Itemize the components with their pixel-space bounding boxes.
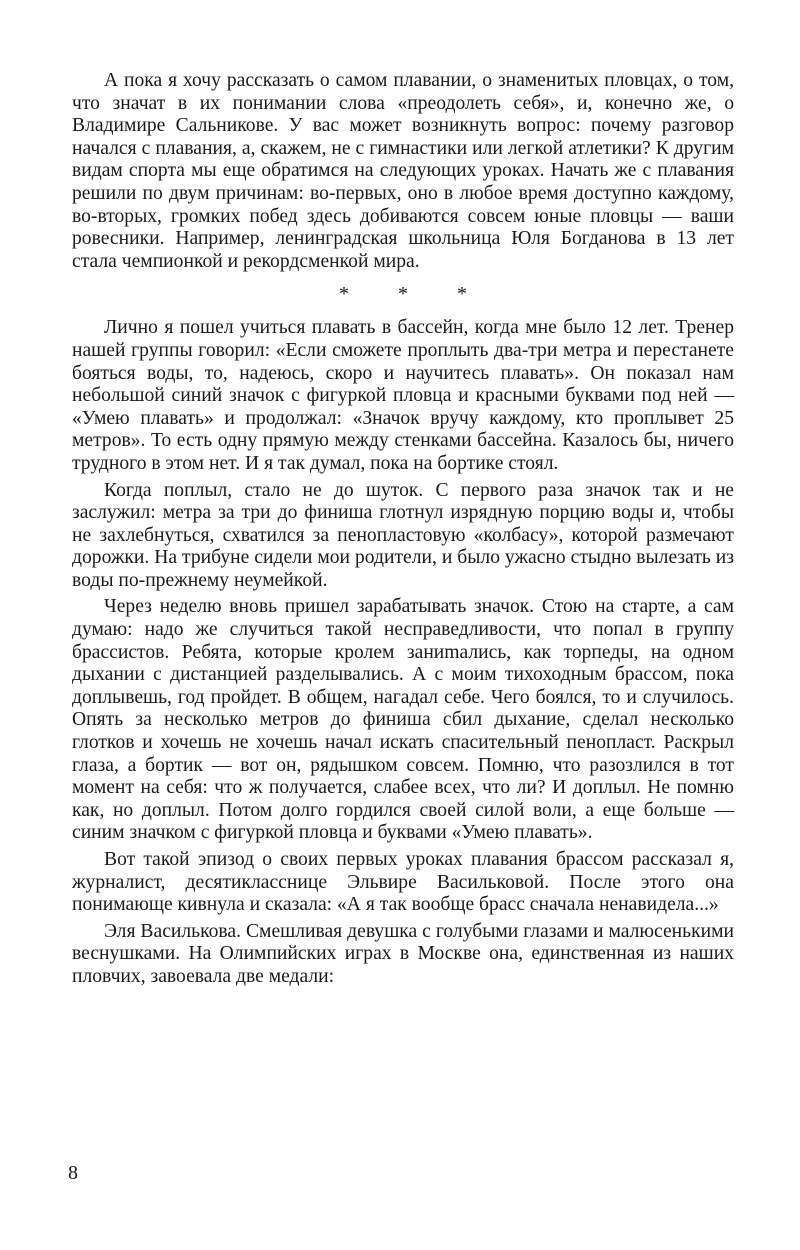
page-body	[72, 70, 734, 989]
page-number: 8	[68, 1162, 78, 1184]
paragraph-intro: А пока я хочу рассказать о самом плавании, о знаменитых пловцах, о том, что значат в их понимании слова «преодолеть себя», и, конечно же, о Владимире Сальникове. У вас может возникнуть вопрос: почему разговор начался с плавания, а, скажем, не с гимнастики или легкой атлетики? К другим видам спорта мы еще обратимся на следующих уроках. Начать же с плавания решили по двум причинам: во-первых, оно в любое время доступно каждому, во-вторых, громких побед здесь добиваются совсем юные пловцы — ваши ровесники. Например, ленинградская школьница Юля Богданова в 13 лет стала чемпионкой и рекордсменкой мира.	[72, 70, 734, 272]
paragraph-2: Когда поплыл, стало не до шуток. С первого раза значок так и не заслужил: метра за три до финиша глотнул изрядную порцию воды и, чтобы не захлебнуться, схватился за пенопластовую «колбасу», которой размечают дорожки. На трибуне сидели мои родители, и было ужасно стыдно вылезать из воды по-прежнему неумейкой.	[72, 479, 734, 591]
section-separator: * * *	[339, 283, 489, 306]
paragraph-3: Через неделю вновь пришел зарабатывать значок. Стою на старте, а сам думаю: надо же случиться такой несправедливости, что попал в группу брассистов. Ребята, которые кролем заниmались, как торпеды, на одном дыхании с дистанцией разделывались. А с моим тихоходным брассом, пока доплывешь, год пройдет. В общем, нагадал себе. Чего боялся, то и случилось. Опять за несколько метров до финиша сбил дыхание, сделал несколько глотков и хочешь не хочешь начал искать спасительный пенопласт. Раскрыл глаза, а бортик — вот он, рядышком совсем. Помню, что разозлился в тот момент на себя: что ж получается, слабее всех, что ли? И доплыл. Не помню как, но доплыл. Потом долго гордился своей силой воли, а еще больше — синим значком с фигуркой пловца и буквами «Умею плавать».	[72, 596, 734, 844]
paragraph-4: Вот такой эпизод о своих первых уроках плавания брассом рассказал я, журналист, десятикласснице Эльвире Васильковой. После этого она понимающе кивнула и сказала: «А я так вообще брасс сначала ненавидела...»	[72, 849, 734, 916]
paragraph-5: Эля Василькова. Смешливая девушка с голубыми глазами и малюсенькими веснушками. На Олимпийских играх в Москве она, единственная из наших пловчих, завоевала две медали:	[72, 920, 734, 987]
paragraph-1: Лично я пошел учиться плавать в бассейн, когда мне было 12 лет. Тренер нашей группы говорил: «Если сможете проплыть два-три метра и перестанете бояться воды, то, надеюсь, скоро и научитесь плавать». Он показал нам небольшой синий значок с фигуркой пловца и красными буквами под ней — «Умею плавать» и продолжал: «Значок вручу каждому, кто проплывет 25 метров». То есть одну прямую между стенками бассейна. Казалось бы, ничего трудного в этом нет. И я так думал, пока на бортике стоял.	[72, 317, 734, 474]
